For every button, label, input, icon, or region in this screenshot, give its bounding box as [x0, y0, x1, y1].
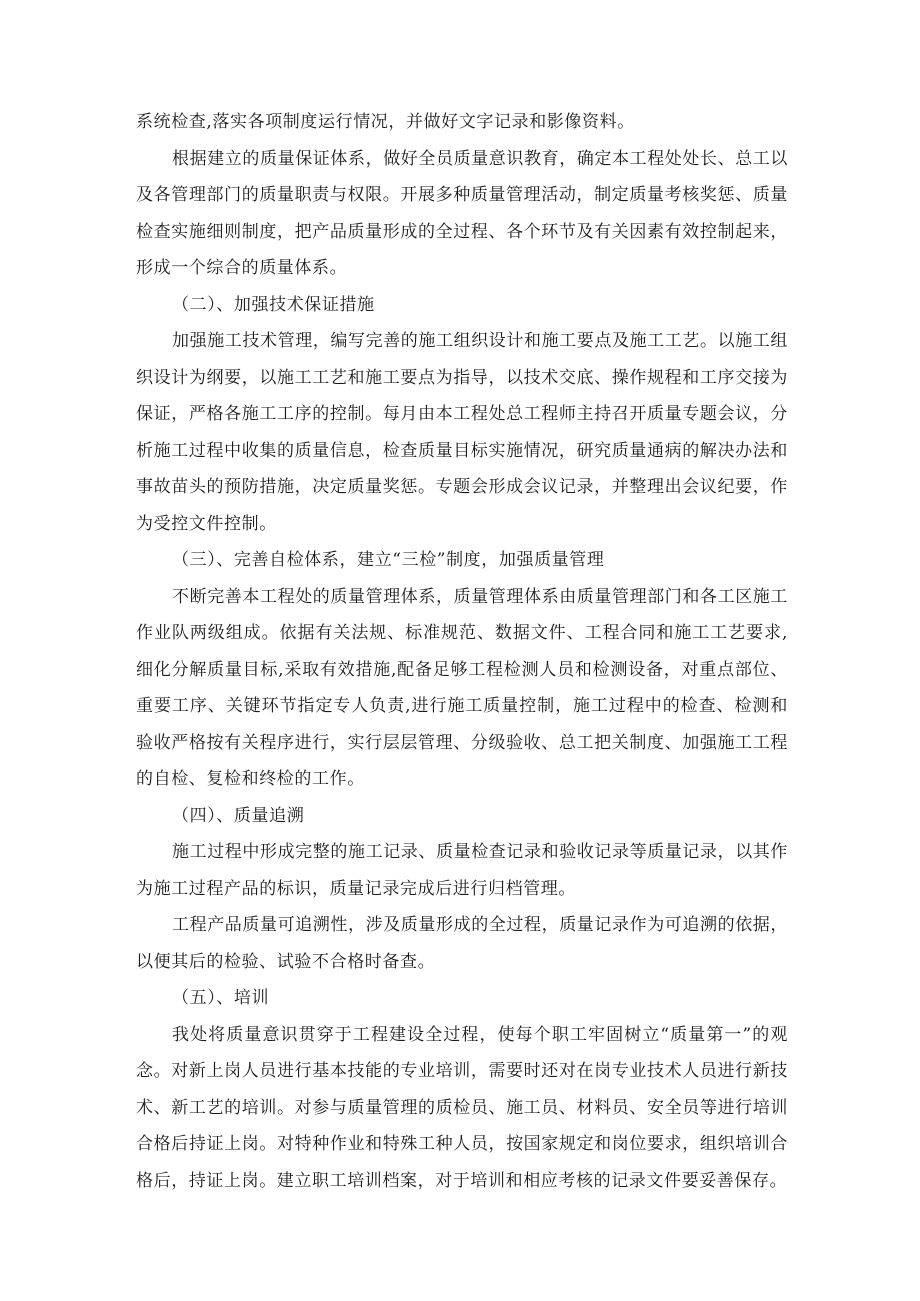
paragraph-records: 施工过程中形成完整的施工记录、质量检查记录和验收记录等质量记录，以其作为施工过程产品的标识，质量记录完成后进行归档管理。	[136, 842, 788, 899]
paragraph-self-inspection: 不断完善本工程处的质量管理体系，质量管理体系由质量管理部门和各工区施工作业队两级组成。依据有关法规、标准规范、数据文件、工程合同和施工工艺要求,细化分解质量目标,采取有效措施,配备足够工程检测人员和检测设备，对重点部位、重要工序、关键环节指定专人负责,进行施工质量控制，施工过程中的检查、检测和验收严格按有关程序进行，实行层层管理、分级验收、总工把关制度、加强施工工程的自检、复检和终检的工作。	[136, 586, 788, 789]
paragraph-training: 我处将质量意识贯穿于工程建设全过程，使每个职工牢固树立“质量第一”的观念。对新上岗人员进行基本技能的专业培训，需要时还对在岗专业技术人员进行新技术、新工艺的培训。对参与质量管理的质检员、施工员、材料员、安全员等进行培训合格后持证上岗。对特种作业和特殊工种人员，按国家规定和岗位要求，组织培训合格后，持证上岗。建立职工培训档案，对于培训和相应考核的记录文件要妥善保存。	[136, 1024, 788, 1191]
paragraph-quality-system: 根据建立的质量保证体系，做好全员质量意识教育，确定本工程处处长、总工以及各管理部门的质量职责与权限。开展多种质量管理活动，制定质量考核奖惩、质量检查实施细则制度，把产品质量形成的全过程、各个环节及有关因素有效控制起来，形成一个综合的质量体系。	[136, 148, 788, 278]
paragraph-tech-management: 加强施工技术管理，编写完善的施工组织设计和施工要点及施工工艺。以施工组织设计为纲要，以施工工艺和施工要点为指导，以技术交底、操作规程和工序交接为保证，严格各施工工序的控制。每月由本工程处总工程师主持召开质量专题会议，分析施工过程中收集的质量信息，检查质量目标实施情况，研究质量通病的解决办法和事故苗头的预防措施，决定质量奖惩。专题会形成会议记录，并整理出会议纪要，作为受控文件控制。	[136, 331, 788, 534]
paragraph-intro: 系统检查,落实各项制度运行情况，并做好文字记录和影像资料。	[136, 112, 635, 132]
document-body	[136, 104, 788, 1199]
section-heading-5: （五）、培训	[172, 988, 270, 1008]
section-heading-4: （四）、质量追溯	[172, 805, 305, 826]
paragraph-traceability: 工程产品质量可追溯性，涉及质量形成的全过程，质量记录作为可追溯的依据，以便其后的检验、试验不合格时备查。	[136, 915, 788, 972]
section-heading-3: （三）、完善自检体系，建立“三检”制度，加强质量管理	[172, 550, 605, 570]
section-heading-2: （二）、加强技术保证措施	[172, 294, 375, 315]
